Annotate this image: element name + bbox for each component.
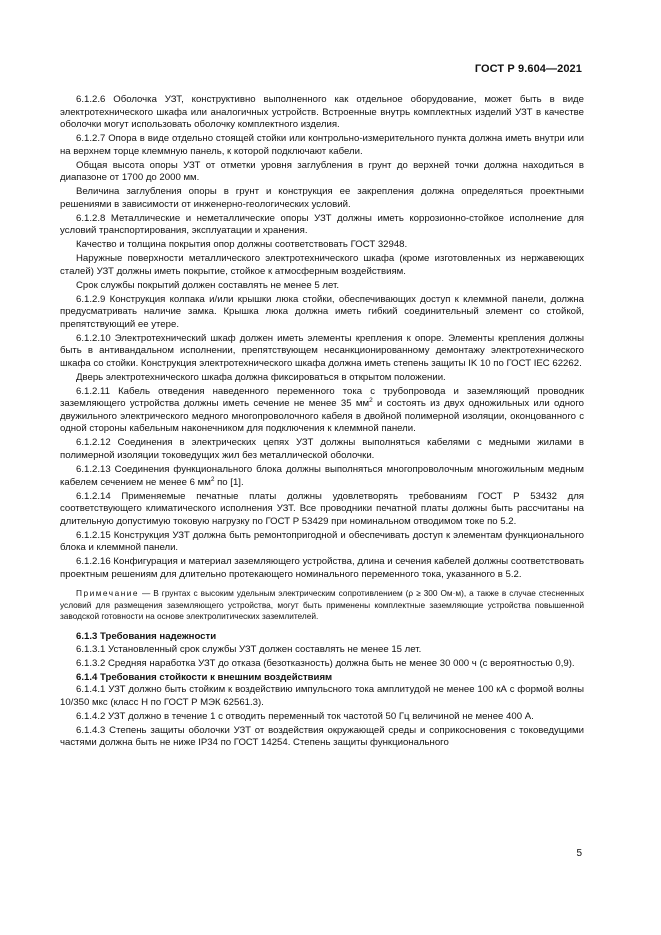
document-body	[60, 94, 584, 751]
paragraph-6-1-2-11	[60, 386, 584, 436]
paragraph-6-1-2-8: 6.1.2.8 Металлические и неметаллические опоры УЗТ должны иметь коррозионно-стойкое исполнение для условий транспортирования, эксплуатации и хранения.	[60, 212, 584, 237]
paragraph-support-depth: Величина заглубления опоры в грунт и конструкция ее закрепления должна определяться проектными решениями в зависимости от инженерно-геологических условий.	[60, 186, 584, 210]
superscript-2: 2	[210, 475, 215, 483]
note-label: Примечание	[76, 588, 140, 599]
paragraph-coating-lifetime: Срок службы покрытий должен составлять не менее 5 лет.	[76, 279, 339, 291]
heading-6-1-4: 6.1.4 Требования стойкости к внешним воздействиям	[76, 671, 333, 683]
paragraph-cabinet-door: Дверь электротехнического шкафа должна фиксироваться в открытом положении.	[76, 371, 446, 383]
paragraph-coating-quality: Качество и толщина покрытия опор должны соответствовать ГОСТ 32948.	[76, 239, 408, 251]
paragraph-6-1-2-13-part2: по [1].	[214, 476, 244, 488]
superscript-2: 2	[369, 397, 373, 405]
paragraph-6-1-2-13-part1: 6.1.2.13 Соединения функционального блока должны выполняться многопроволочным многожильным медным кабелем сечением не менее 6 мм	[60, 464, 584, 488]
paragraph-6-1-2-11-part2: и состоять из двух одножильных или одного двужильного электрического медного многопроволочного кабеля в двойной полимерной изоляции, оконцованного с одной стороны кабельным наконечником для подключения к клеммной панели.	[60, 398, 584, 435]
note-text: — В грунтах с высоким удельным электрическим сопротивлением (ρ ≥ 300 Ом·м), а также в случае стесненных условий для размещения заземляющего устройства, могут быть применены комплектные заземляющие устройства повышенной заводской готовности на основе электролитических заземлителей.	[60, 588, 584, 621]
paragraph-6-1-4-3: 6.1.4.3 Степень защиты оболочки УЗТ от воздействия окружающей среды и соприкосновения с токоведущими частями должна быть не ниже IP34 по ГОСТ 14254. Степень защиты функционального	[60, 724, 584, 749]
paragraph-6-1-2-9: 6.1.2.9 Конструкция колпака и/или крышки люка стойки, обеспечивающих доступ к клеммной панели, должна предусматривать наличие замка. Крышка люка должна иметь гибкий соединительный элемент со стойкой, препятствующий ее утере.	[60, 293, 584, 330]
heading-6-1-3: 6.1.3 Требования надежности	[76, 631, 217, 643]
paragraph-6-1-2-12: 6.1.2.12 Соединения в электрических цепях УЗТ должны выполняться кабелями с медными жилами в полимерной изоляции токоведущих жил без металлической оболочки.	[60, 437, 584, 462]
paragraph-6-1-3-1: 6.1.3.1 Установленный срок службы УЗТ должен составлять не менее 15 лет.	[76, 643, 422, 655]
paragraph-6-1-2-16: 6.1.2.16 Конфигурация и материал заземляющего устройства, длина и сечения кабелей должны соответствовать проектным решениям для длительно протекающего номинального переменного тока, указанного в 5.2.	[60, 556, 584, 580]
paragraph-6-1-4-2: 6.1.4.2 УЗТ должно в течение 1 с отводить переменный ток частотой 50 Гц величиной не менее 400 А.	[76, 710, 534, 722]
document-code: ГОСТ Р 9.604—2021	[474, 63, 582, 75]
note	[60, 588, 584, 622]
paragraph-6-1-2-13	[60, 464, 584, 489]
paragraph-6-1-2-11-part1: 6.1.2.11 Кабель отведения наведенного переменного тока с трубопровода и заземляющий проводник заземляющего устройства должны иметь сечение не менее 35 мм	[60, 385, 584, 410]
paragraph-6-1-3-2: 6.1.3.2 Средняя наработка УЗТ до отказа (безотказность) должна быть не менее 30 000 ч (с вероятностью 0,9).	[76, 657, 575, 669]
paragraph-6-1-2-6: 6.1.2.6 Оболочка УЗТ, конструктивно выполненного как отдельное оборудование, может быть в виде электротехнического шкафа или аналогичных устройств. Встроенные внутрь комплектных изделий УЗТ в качестве оболочки могут использовать оболочку комплектного изделия.	[60, 94, 584, 131]
paragraph-cabinet-surfaces: Наружные поверхности металлического электротехнического шкафа (кроме изготовленных из нержавеющих сталей) УЗТ должны иметь покрытие, стойкое к атмосферным воздействиям.	[60, 253, 584, 277]
paragraph-6-1-4-1: 6.1.4.1 УЗТ должно быть стойким к воздействию импульсного тока амплитудой не менее 100 кА с формой волны 10/350 мкс (класс Н по ГОСТ Р МЭК 62561.3).	[60, 684, 584, 708]
paragraph-6-1-2-14: 6.1.2.14 Применяемые печатные платы должны удовлетворять требованиям ГОСТ Р 53432 для соответствующего климатического исполнения УЗТ. Все проводники печатной платы должны быть рассчитаны на длительную допустимую токовую нагрузку по ГОСТ Р 53429 при номинальном отводимом токе по 5.2.	[60, 490, 584, 527]
paragraph-6-1-2-15: 6.1.2.15 Конструкция УЗТ должна быть ремонтопригодной и обеспечивать доступ к элементам функционального блока и клеммной панели.	[60, 529, 584, 554]
paragraph-6-1-2-7: 6.1.2.7 Опора в виде отдельно стоящей стойки или контрольно-измерительного пункта должна иметь внутри или на верхнем торце клеммную панель, к которой подключают кабели.	[60, 133, 584, 157]
paragraph-6-1-2-10: 6.1.2.10 Электротехнический шкаф должен иметь элементы крепления к опоре. Элементы крепления должны быть в антивандальном исполнении, препятствующем несанкционированному демонтажу электротехнического шкафа со стойки. Конструкция электротехнического шкафа должна иметь степень защиты IK 10 по ГОСТ IEC 62262.	[60, 332, 584, 369]
paragraph-support-height: Общая высота опоры УЗТ от отметки уровня заглубления в грунт до верхней точки должна находиться в диапазоне от 1700 до 2000 мм.	[60, 159, 584, 184]
page-number: 5	[576, 848, 582, 859]
